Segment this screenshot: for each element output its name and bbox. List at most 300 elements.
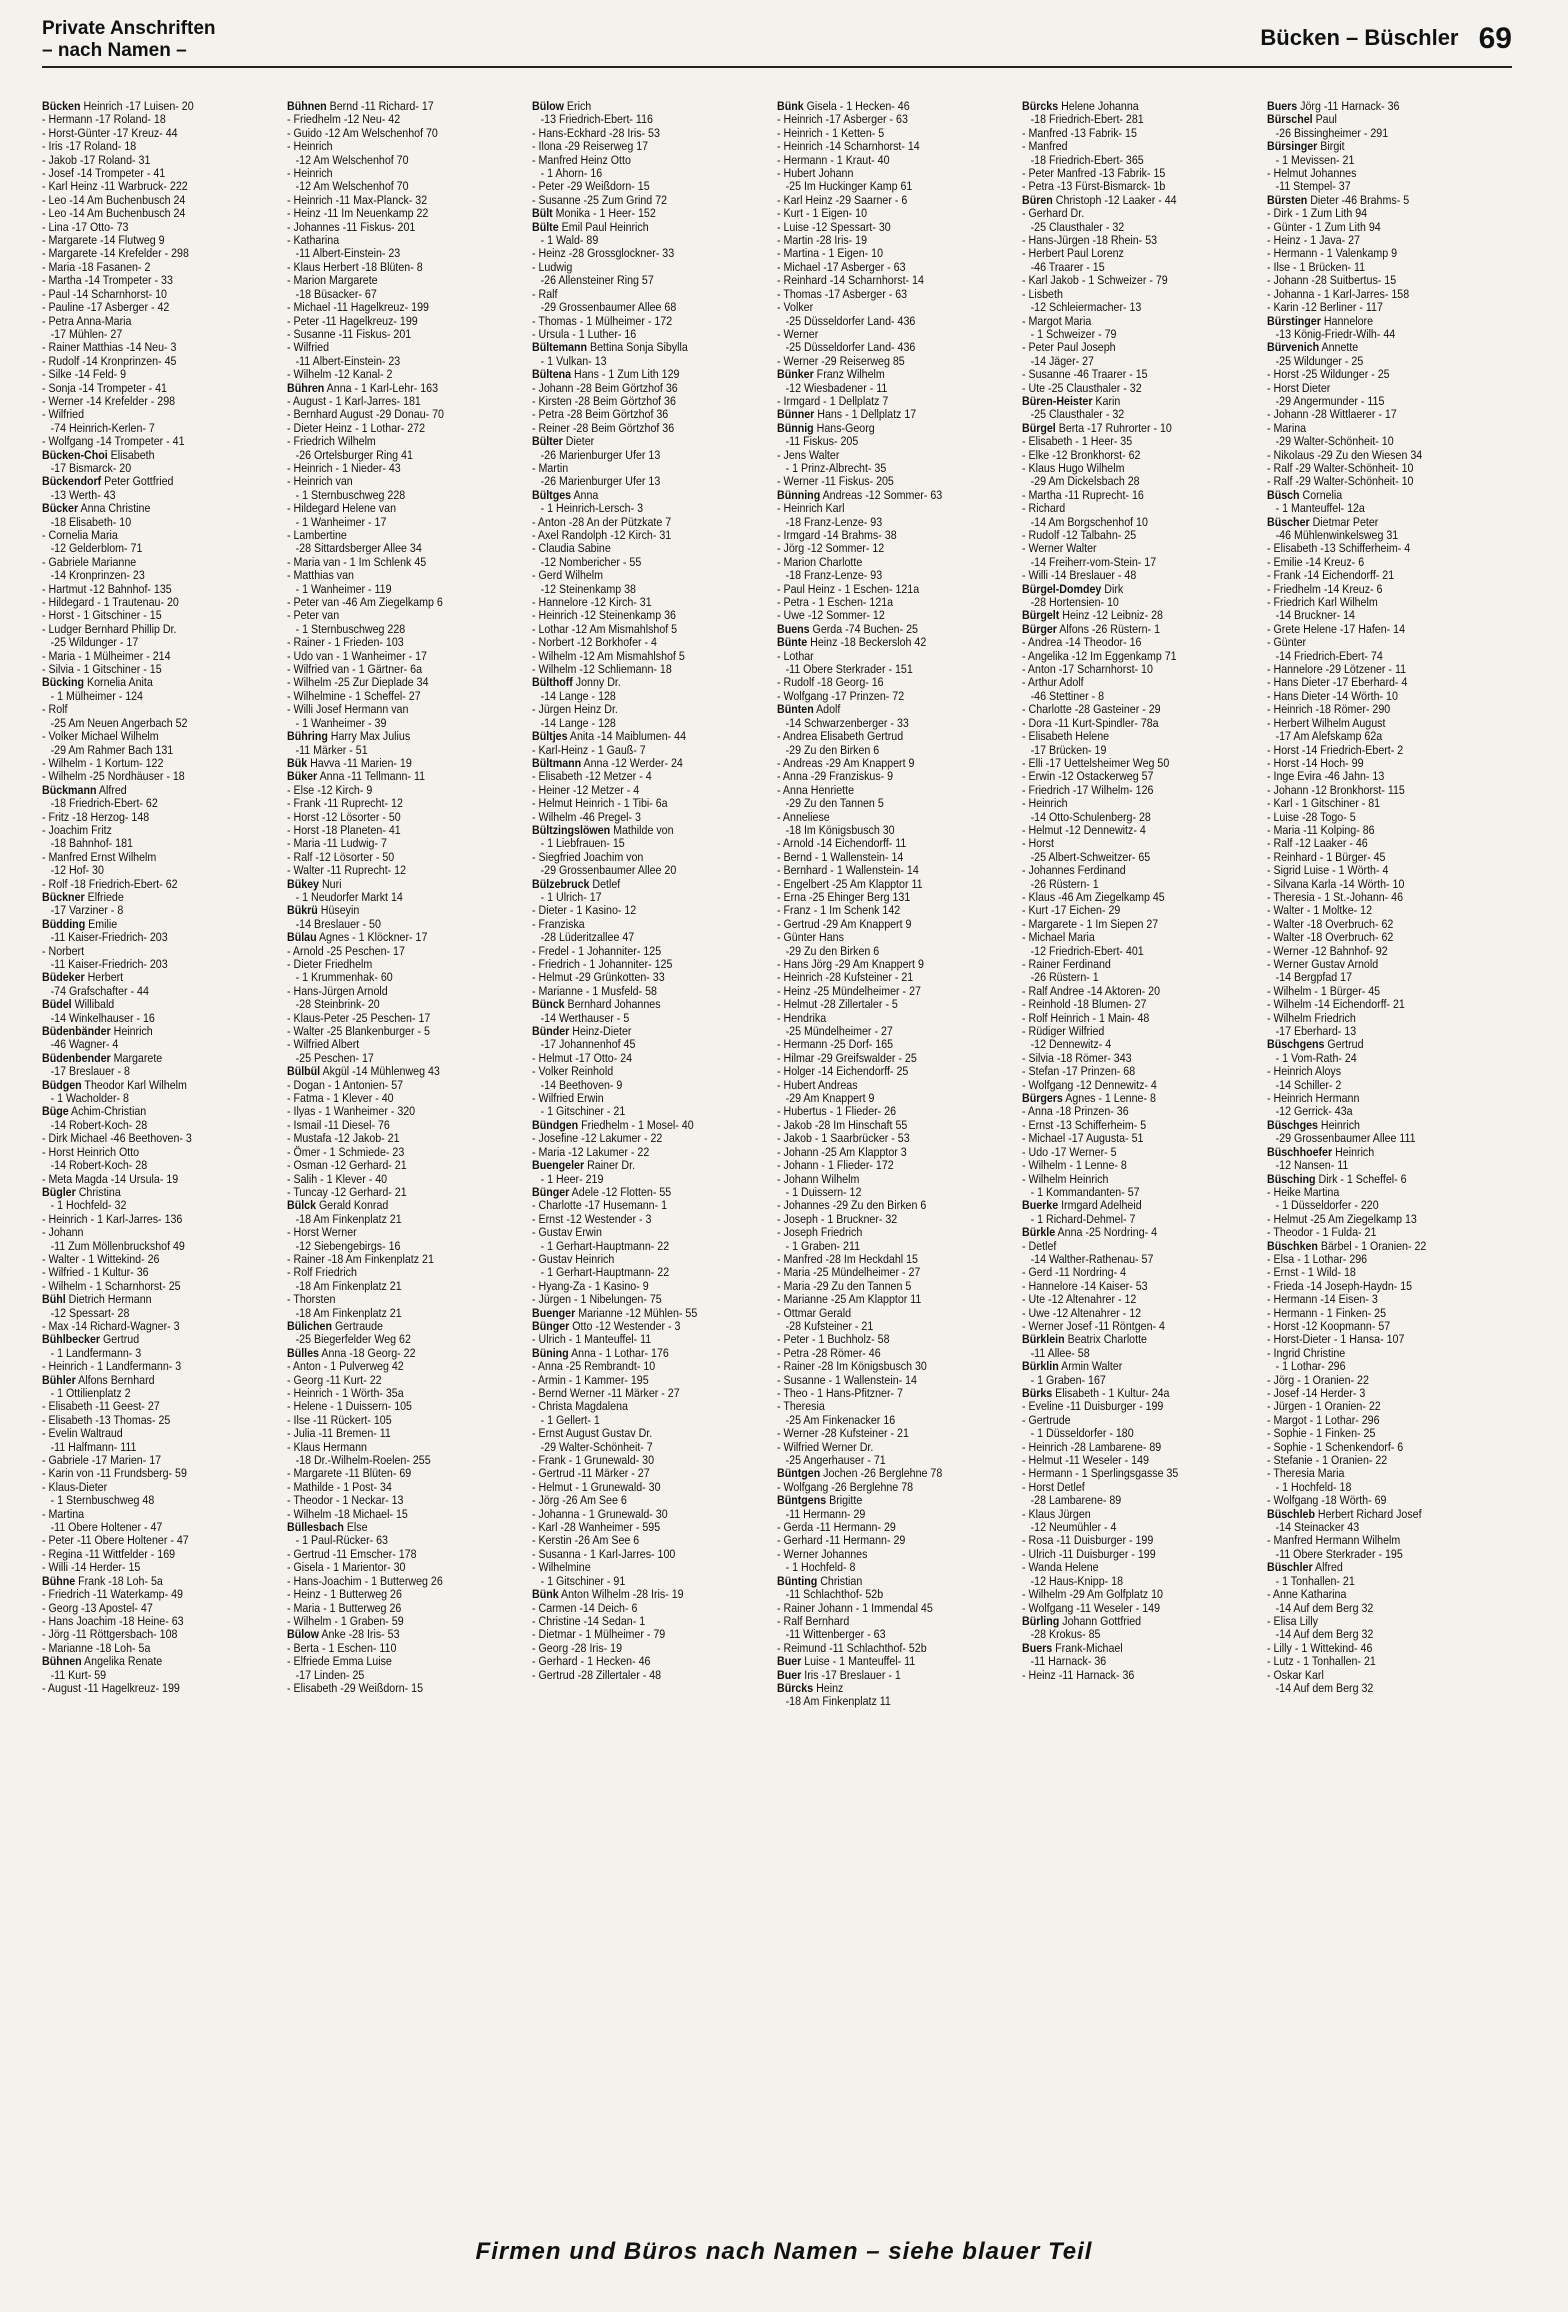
entry-text: - Michael -17 Augusta- 51 xyxy=(1022,1131,1144,1146)
entry-text: - Peter -11 Hagelkreuz- 199 xyxy=(287,313,418,328)
entry-text: Elfriede xyxy=(84,889,124,904)
entry-surname: Bückner xyxy=(42,889,85,904)
directory-entry xyxy=(777,1333,1009,1346)
entry-text: -14 Beethoven- 9 xyxy=(540,1077,623,1092)
directory-entry xyxy=(287,851,519,864)
directory-entry xyxy=(287,663,519,676)
directory-entry xyxy=(777,1186,1018,1199)
entry-text: Heinrich xyxy=(110,1024,153,1039)
directory-entry xyxy=(777,261,1009,274)
entry-text: - Heinrich - 1 Landfermann- 3 xyxy=(42,1359,182,1374)
entry-text: - Oskar Karl xyxy=(1267,1667,1324,1682)
entry-text: Angelika Renate xyxy=(81,1654,163,1669)
entry-text: - Thomas - 1 Mülheimer - 172 xyxy=(532,313,673,328)
entry-text: - Johann -12 Bronkhorst- 115 xyxy=(1267,782,1405,797)
entry-text: - Wilhelm -12 Kanal- 2 xyxy=(287,367,393,382)
entry-text: -28 Sittardsberger Allee 34 xyxy=(295,541,422,556)
directory-entry xyxy=(532,1481,764,1494)
entry-text: -29 Am Knappert 9 xyxy=(785,1091,875,1106)
directory-entry xyxy=(777,744,1018,757)
entry-text: - Ernst -12 Westender - 3 xyxy=(532,1211,652,1226)
directory-entry xyxy=(777,288,1009,301)
directory-entry xyxy=(42,623,274,636)
entry-text: - 1 Sternbuschweg 228 xyxy=(295,487,406,502)
directory-entry xyxy=(42,609,274,622)
directory-entry xyxy=(287,744,528,757)
entry-text: - Horst -12 Koopmann- 57 xyxy=(1267,1318,1391,1333)
directory-entry xyxy=(532,341,764,354)
entry-text: - Horst - 1 Gitschiner - 15 xyxy=(42,608,162,623)
entry-surname: Büren xyxy=(1022,192,1053,207)
directory-entry xyxy=(532,489,764,502)
entry-text: - Siegfried Joachim von xyxy=(532,849,644,864)
entry-surname: Bülichen xyxy=(287,1318,333,1333)
entry-text: Emilie xyxy=(85,916,118,931)
entry-text: - Arthur Adolf xyxy=(1022,675,1084,690)
entry-text: - Hubert Andreas xyxy=(777,1077,858,1092)
entry-text: - Elfriede Emma Luise xyxy=(287,1654,392,1669)
directory-entry xyxy=(42,1548,274,1561)
entry-text: - Hilmar -29 Greifswalder - 25 xyxy=(777,1050,917,1065)
directory-entry xyxy=(777,784,1009,797)
directory-entry xyxy=(287,1548,519,1561)
entry-surname: Bülow xyxy=(287,1627,319,1642)
directory-entry xyxy=(287,1320,519,1333)
entry-text: - 1 Graben- 167 xyxy=(1030,1372,1106,1387)
entry-text: - Anton -17 Scharnhorst- 10 xyxy=(1022,662,1153,677)
entry-text: - Paul Heinz - 1 Eschen- 121a xyxy=(777,581,920,596)
directory-entry xyxy=(1022,811,1263,824)
directory-entry xyxy=(532,1642,764,1655)
entry-text: - Hannelore -29 Lötzener - 11 xyxy=(1267,662,1407,677)
directory-entry xyxy=(42,1092,283,1105)
entry-text: Heinrich -17 Luisen- 20 xyxy=(80,100,194,113)
entry-text: - Helmut -25 Am Ziegelkamp 13 xyxy=(1267,1211,1417,1226)
directory-entry xyxy=(1022,1320,1254,1333)
directory-entry xyxy=(287,382,519,395)
directory-entry xyxy=(42,1360,274,1373)
directory-entry xyxy=(532,274,773,287)
directory-entry xyxy=(777,502,1009,515)
directory-entry xyxy=(777,1119,1009,1132)
directory-entry xyxy=(777,301,1009,314)
entry-text: -26 Ortelsburger Ring 41 xyxy=(295,447,413,462)
directory-entry xyxy=(1267,529,1508,542)
directory-entry xyxy=(777,1280,1009,1293)
directory-entry xyxy=(532,556,773,569)
entry-text: - Bernd - 1 Wallenstein- 14 xyxy=(777,849,904,864)
entry-text: - Arnold -25 Peschen- 17 xyxy=(287,943,405,958)
directory-entry xyxy=(287,583,528,596)
entry-text: - Werner -14 Krefelder - 298 xyxy=(42,393,176,408)
entry-text: - Jens Walter xyxy=(777,447,840,462)
directory-entry xyxy=(777,1092,1018,1105)
entry-surname: Bünting xyxy=(777,1573,818,1588)
directory-entry xyxy=(287,878,519,891)
entry-text: - 1 Landfermann- 3 xyxy=(50,1345,142,1360)
entry-text: - Charlotte -28 Gasteiner - 29 xyxy=(1022,702,1161,717)
entry-text: - Hildegard Helene van xyxy=(287,501,396,516)
directory-entry xyxy=(1022,422,1254,435)
entry-text: - Willi Josef Hermann van xyxy=(287,702,409,717)
directory-entry xyxy=(42,247,274,260)
directory-entry xyxy=(287,1414,519,1427)
entry-text: - 1 Neudorfer Markt 14 xyxy=(295,889,403,904)
directory-entry xyxy=(532,837,773,850)
entry-text: - Horst -14 Hoch- 99 xyxy=(1267,755,1364,770)
entry-text: - 1 Heer- 219 xyxy=(540,1171,604,1186)
entry-text: - Gabriele -17 Marien- 17 xyxy=(42,1453,162,1468)
entry-text: - Theresia Maria xyxy=(1267,1466,1345,1481)
entry-text: - 1 Duissern- 12 xyxy=(785,1184,862,1199)
directory-entry xyxy=(287,650,519,663)
entry-text: - Norbert xyxy=(42,943,85,958)
directory-entry xyxy=(287,1655,519,1668)
directory-entry xyxy=(287,811,519,824)
entry-text: - Johann - 1 Flieder- 172 xyxy=(777,1158,894,1173)
entry-text: Annette xyxy=(1319,340,1359,355)
directory-entry xyxy=(1022,1226,1254,1239)
entry-text: - Gertrud -11 Emscher- 178 xyxy=(287,1546,417,1561)
entry-surname: Bünten xyxy=(777,702,814,717)
entry-text: Heinz -18 Beckersloh 42 xyxy=(807,635,927,650)
entry-text: - Christine -14 Sedan- 1 xyxy=(532,1613,646,1628)
entry-text: - Katharina xyxy=(287,233,340,248)
entry-text: - Margot Maria xyxy=(1022,313,1092,328)
directory-entry xyxy=(777,1481,1009,1494)
entry-text: Anna - 1 Karl-Lehr- 163 xyxy=(324,380,439,395)
directory-entry xyxy=(1267,154,1508,167)
directory-entry xyxy=(287,301,519,314)
entry-text: - 1 Lothar- 296 xyxy=(1275,1359,1346,1374)
entry-surname: Büdel xyxy=(42,997,72,1012)
entry-text: - Ralf -29 Walter-Schönheit- 10 xyxy=(1267,460,1414,475)
directory-entry xyxy=(777,1400,1009,1413)
entry-text: Alfons Bernhard xyxy=(75,1372,155,1387)
entry-text: - Ralf -12 Lösorter - 50 xyxy=(287,849,395,864)
entry-text: -26 Rüstern- 1 xyxy=(1030,970,1099,985)
directory-entry xyxy=(287,864,519,877)
entry-text: - Margarete - 1 Im Siepen 27 xyxy=(1022,916,1159,931)
entry-surname: Bünk xyxy=(532,1587,559,1602)
entry-text: - Rainer - 1 Frieden- 103 xyxy=(287,635,404,650)
directory-entry xyxy=(777,1159,1009,1172)
directory-entry xyxy=(1022,395,1254,408)
directory-entry xyxy=(1022,194,1254,207)
entry-text: Anke -28 Iris- 53 xyxy=(318,1627,400,1642)
directory-entry xyxy=(42,663,274,676)
directory-entry xyxy=(532,1092,764,1105)
directory-entry xyxy=(287,609,519,622)
entry-surname: Büren-Heister xyxy=(1022,393,1093,408)
entry-text: - Ilse -11 Rückert- 105 xyxy=(287,1412,392,1427)
entry-surname: Bürgel-Domdey xyxy=(1022,581,1102,596)
entry-text: - Friedrich - 1 Johanniter- 125 xyxy=(532,957,673,971)
directory-entry xyxy=(287,140,519,153)
directory-entry xyxy=(42,676,274,689)
directory-entry xyxy=(1267,797,1499,810)
directory-entry xyxy=(287,904,519,917)
entry-text: Akgül -14 Mühlenweg 43 xyxy=(320,1064,440,1079)
directory-entry xyxy=(532,475,773,488)
entry-text: - Johann -28 Wittlaerer - 17 xyxy=(1267,407,1397,422)
entry-text: - 1 Hochfeld- 18 xyxy=(1275,1479,1352,1494)
directory-entry xyxy=(777,1240,1018,1253)
entry-text: Jochen -26 Berglehne 78 xyxy=(820,1466,943,1481)
directory-entry xyxy=(287,1521,519,1534)
entry-text: - Ralf xyxy=(532,286,558,301)
entry-text: - 1 Mevissen- 21 xyxy=(1275,152,1355,167)
directory-entry xyxy=(287,475,519,488)
entry-text: - Friedhelm -12 Neu- 42 xyxy=(287,112,401,127)
directory-entry xyxy=(532,1253,764,1266)
entry-text: - Margarete -14 Flutweg 9 xyxy=(42,233,165,248)
entry-surname: Bürsinger xyxy=(1267,139,1318,154)
entry-text: - Heinz - 1 Java- 27 xyxy=(1267,233,1360,248)
entry-text: -11 Stempel- 37 xyxy=(1275,179,1351,194)
directory-entry xyxy=(287,502,519,515)
entry-text: -11 Schlachthof- 52b xyxy=(785,1587,884,1602)
entry-text: Heinrich xyxy=(1332,1144,1375,1159)
entry-surname: Bülte xyxy=(532,219,559,234)
directory-entry xyxy=(532,770,764,783)
directory-entry xyxy=(1267,609,1508,622)
entry-text: - Volker xyxy=(777,300,814,315)
entry-text: -18 Friedrich-Ebert- 281 xyxy=(1030,112,1144,127)
entry-text: - Lisbeth xyxy=(1022,286,1063,301)
directory-entry xyxy=(1022,1173,1254,1186)
entry-surname: Bült xyxy=(532,206,553,221)
entry-text: Franz Wilhelm xyxy=(813,367,885,382)
entry-surname: Büscher xyxy=(1267,514,1310,529)
directory-entry xyxy=(1267,462,1499,475)
entry-text: - Manfred -28 Im Heckdahl 15 xyxy=(777,1251,918,1266)
entry-text: -29 Zu den Birken 6 xyxy=(785,943,880,958)
directory-entry xyxy=(532,1575,773,1588)
directory-entry xyxy=(532,1387,764,1400)
entry-text: -14 Kronprinzen- 23 xyxy=(50,568,145,583)
entry-text: Anna xyxy=(571,487,599,502)
entry-surname: Büker xyxy=(287,769,318,784)
directory-entry xyxy=(532,998,764,1011)
directory-entry xyxy=(532,301,773,314)
entry-text: - Uwe -12 Sommer- 12 xyxy=(777,608,885,623)
directory-entry xyxy=(532,1414,773,1427)
directory-entry xyxy=(287,395,519,408)
directory-entry xyxy=(1267,824,1499,837)
entry-text: -11 Obere Sterkrader - 151 xyxy=(785,662,913,677)
entry-text: - Heinz -25 Mündelheimer - 27 xyxy=(777,983,921,998)
directory-entry xyxy=(532,1534,764,1547)
entry-text: - 1 Krummenhak- 60 xyxy=(295,970,393,985)
entry-text: - Martin xyxy=(532,460,569,475)
entry-surname: Bültges xyxy=(532,487,572,502)
directory-entry xyxy=(532,1669,764,1682)
directory-entry xyxy=(777,556,1009,569)
entry-text: -12 Gerrick- 43a xyxy=(1275,1104,1353,1119)
entry-text: - Wilfried Albert xyxy=(287,1037,360,1052)
entry-text: - Maria van - 1 Im Schlenk 45 xyxy=(287,554,427,569)
directory-entry xyxy=(777,1441,1009,1454)
entry-text: -14 Steinacker 43 xyxy=(1275,1520,1360,1535)
entry-text: Elisabeth - 1 Kultur- 24a xyxy=(1052,1386,1170,1400)
entry-text: - Ernst - 1 Wild- 18 xyxy=(1267,1265,1356,1280)
entry-text: -14 Otto-Schulenberg- 28 xyxy=(1030,809,1151,824)
entry-text: - Wilhelm -29 Am Golfplatz 10 xyxy=(1022,1587,1163,1602)
entry-text: - Rainer -28 Im Königsbusch 30 xyxy=(777,1359,927,1374)
entry-text: - Stefan -17 Prinzen- 68 xyxy=(1022,1064,1136,1079)
entry-text: Anna -25 Nordring- 4 xyxy=(1055,1225,1158,1240)
entry-text: - Norbert -12 Borkhofer - 4 xyxy=(532,635,657,650)
directory-entry xyxy=(287,1642,519,1655)
entry-text: - Susanne - 1 Wallenstein- 14 xyxy=(777,1372,917,1387)
directory-entry xyxy=(42,864,283,877)
directory-entry xyxy=(1022,462,1254,475)
directory-entry xyxy=(777,1561,1018,1574)
entry-surname: Bülter xyxy=(532,434,563,449)
directory-entry xyxy=(1022,1534,1254,1547)
directory-entry xyxy=(1267,1105,1508,1118)
entry-text: - Luise -12 Spessart- 30 xyxy=(777,219,891,234)
directory-entry xyxy=(42,315,274,328)
entry-text: - Maria -11 Ludwig- 7 xyxy=(287,836,387,851)
entry-text: - Fatma - 1 Klever - 40 xyxy=(287,1091,394,1106)
entry-text: - Klaus Herbert -18 Blüten- 8 xyxy=(287,259,423,274)
directory-entry xyxy=(42,1588,274,1601)
directory-entry xyxy=(532,1105,773,1118)
entry-text: - Horst Detlef xyxy=(1022,1479,1085,1494)
directory-entry xyxy=(287,998,528,1011)
directory-entry xyxy=(1267,1454,1499,1467)
entry-text: Hans - 1 Zum Lith 129 xyxy=(571,367,680,382)
directory-entry xyxy=(287,328,519,341)
directory-entry xyxy=(777,382,1018,395)
entry-text: - Friedrich -17 Wilhelm- 126 xyxy=(1022,782,1154,797)
entry-text: - Klaus Jürgen xyxy=(1022,1506,1091,1521)
entry-text: - Hermann - 1 Sperlingsgasse 35 xyxy=(1022,1466,1179,1481)
directory-entry xyxy=(1267,1280,1499,1293)
directory-entry xyxy=(1267,1400,1499,1413)
directory-entry xyxy=(1267,744,1499,757)
entry-surname: Bükrü xyxy=(287,903,318,918)
directory-entry xyxy=(532,261,764,274)
entry-text: - Anneliese xyxy=(777,809,830,824)
directory-entry xyxy=(287,435,519,448)
directory-entry xyxy=(287,703,519,716)
directory-entry xyxy=(1267,663,1499,676)
entry-text: -13 Werth- 43 xyxy=(50,487,116,502)
directory-entry xyxy=(532,529,764,542)
entry-text: - Dora -11 Kurt-Spindler- 78a xyxy=(1022,715,1159,730)
entry-text: Dirk - 1 Scheffel- 6 xyxy=(1315,1171,1407,1186)
directory-entry xyxy=(532,1079,773,1092)
directory-entry xyxy=(42,542,283,555)
directory-entry xyxy=(777,1575,1009,1588)
entry-surname: Bünte xyxy=(777,635,808,650)
entry-text: - Bernhard August -29 Donau- 70 xyxy=(287,407,444,422)
directory-entry xyxy=(777,985,1009,998)
directory-entry xyxy=(287,127,519,140)
entry-text: - Martha -14 Trompeter - 33 xyxy=(42,273,173,288)
entry-surname: Bügler xyxy=(42,1184,76,1199)
directory-entry xyxy=(287,1508,519,1521)
entry-surname: Buers xyxy=(1022,1640,1053,1655)
entry-surname: Bühring xyxy=(287,729,328,744)
entry-text: - Ralf -12 Laaker - 46 xyxy=(1267,836,1368,851)
entry-text: - Marina xyxy=(1267,420,1307,435)
directory-entry xyxy=(42,1266,274,1279)
entry-text: - Karin von -11 Frundsberg- 59 xyxy=(42,1466,187,1481)
directory-entry xyxy=(1267,449,1499,462)
directory-entry xyxy=(532,127,764,140)
directory-entry xyxy=(287,556,519,569)
directory-entry xyxy=(1267,1199,1508,1212)
directory-entry xyxy=(42,1146,274,1159)
entry-text: - Heinz -28 Grossglockner- 33 xyxy=(532,246,675,261)
directory-entry xyxy=(1267,1333,1499,1346)
directory-entry xyxy=(777,569,1018,582)
entry-surname: Büdeker xyxy=(42,970,85,985)
directory-entry xyxy=(777,1695,1018,1708)
entry-text: -29 Am Dickelsbach 28 xyxy=(1030,474,1140,489)
directory-entry xyxy=(1022,1240,1254,1253)
directory-entry xyxy=(1022,770,1254,783)
directory-entry xyxy=(1267,382,1499,395)
entry-text: - Susanne -25 Zum Grind 72 xyxy=(532,192,668,207)
entry-text: - Matthias van xyxy=(287,568,354,583)
directory-entry xyxy=(777,623,1009,636)
entry-text: - Gerda -11 Hermann- 29 xyxy=(777,1520,896,1535)
directory-entry xyxy=(532,784,764,797)
directory-entry xyxy=(1267,475,1499,488)
entry-text: - Kirsten -28 Beim Görtzhof 36 xyxy=(532,393,676,408)
entry-text: - Anna -18 Prinzen- 36 xyxy=(1022,1104,1129,1119)
entry-text: Bettina Sonja Sibylla xyxy=(587,340,688,355)
directory-entry xyxy=(532,140,764,153)
directory-entry xyxy=(42,1642,274,1655)
entry-text: - Irmgard - 1 Dellplatz 7 xyxy=(777,393,889,408)
directory-entry xyxy=(532,851,764,864)
directory-entry xyxy=(1267,1186,1499,1199)
directory-entry xyxy=(532,516,764,529)
directory-entry xyxy=(1022,516,1263,529)
directory-entry xyxy=(1022,864,1254,877)
entry-text: Christina xyxy=(75,1184,121,1199)
entry-surname: Bük xyxy=(287,755,308,770)
directory-entry xyxy=(532,207,764,220)
listing-column-1 xyxy=(42,100,287,2240)
entry-text: - Heiner -12 Metzer - 4 xyxy=(532,782,640,797)
entry-text: - Horst Heinrich Otto xyxy=(42,1144,140,1159)
entry-text: Emil Paul Heinrich xyxy=(558,219,649,234)
entry-text: - Ute -12 Altenahrer - 12 xyxy=(1022,1292,1137,1307)
directory-entry xyxy=(42,368,274,381)
directory-entry xyxy=(777,609,1009,622)
directory-entry xyxy=(777,1588,1018,1601)
entry-text: - Hermann - 1 Kraut- 40 xyxy=(777,152,890,167)
directory-entry xyxy=(532,221,764,234)
entry-text: -14 Jäger- 27 xyxy=(1030,353,1094,368)
directory-entry xyxy=(1022,1360,1254,1373)
entry-text: - Helmut -12 Dennewitz- 4 xyxy=(1022,822,1146,837)
entry-surname: Büge xyxy=(42,1104,69,1119)
directory-entry xyxy=(532,154,764,167)
directory-entry xyxy=(532,690,773,703)
entry-text: - Max -14 Richard-Wagner- 3 xyxy=(42,1318,180,1333)
directory-entry xyxy=(287,1092,519,1105)
entry-text: - Maria -25 Mündelheimer - 27 xyxy=(777,1265,921,1280)
entry-text: - Werner xyxy=(777,326,819,341)
